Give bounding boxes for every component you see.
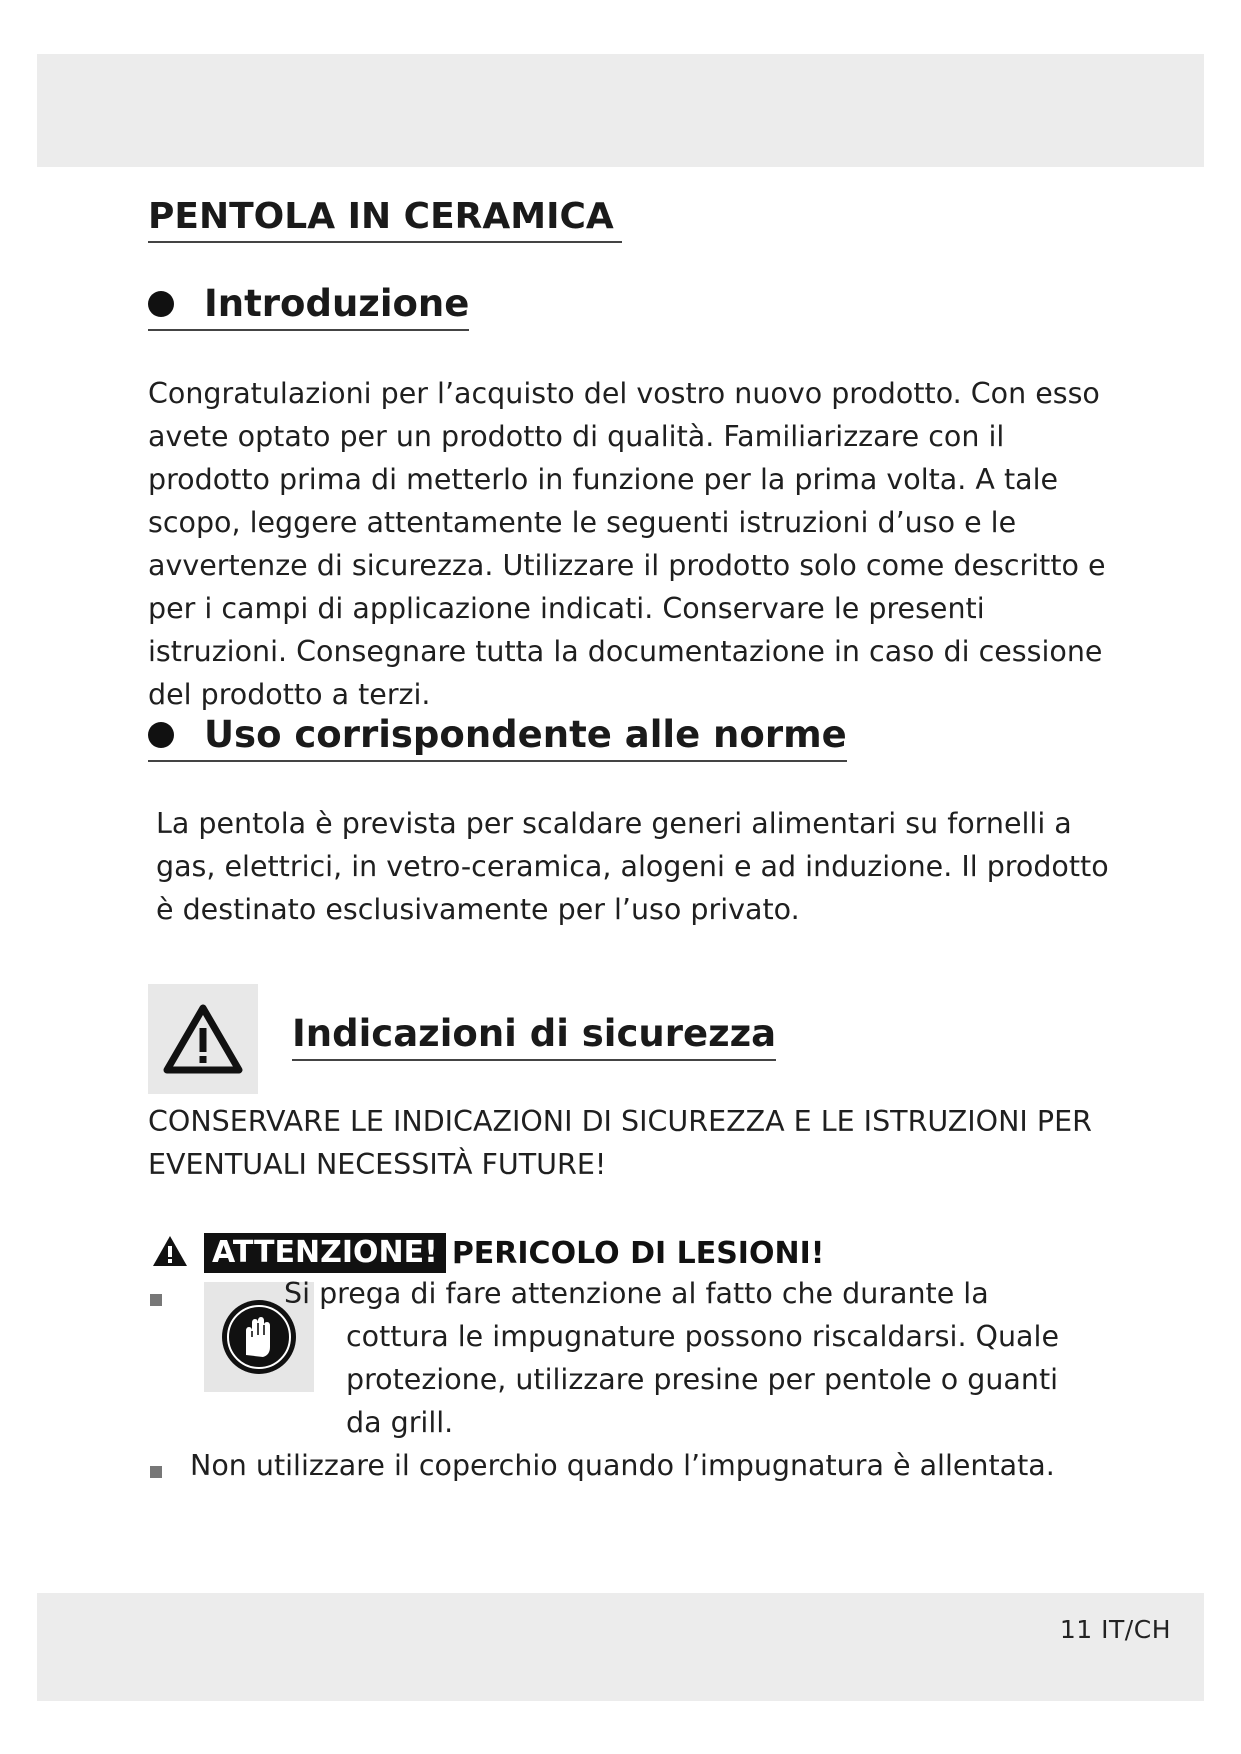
header-band (37, 54, 1204, 167)
square-bullet-icon (150, 1466, 162, 1478)
section-heading-introduzione (148, 282, 469, 331)
section-heading-uso-text: Uso corrispondente alle norme (204, 713, 847, 756)
square-bullet-icon (150, 1294, 162, 1306)
bullet-dot-icon (148, 291, 174, 317)
page-number: 11 IT/CH (1059, 1615, 1171, 1644)
safety-item-1-rest: cottura le impugnature possono riscaldarsi. Quale protezione, utilizzare presine per pentole o guanti da grill. (346, 1320, 1059, 1439)
attention-badge: ATTENZIONE! (204, 1233, 446, 1273)
warning-triangle-icon (148, 984, 258, 1094)
bullet-dot-icon (148, 722, 174, 748)
small-warning-triangle-icon (150, 1233, 190, 1273)
safety-item-1-first-line: Si prega di fare attenzione al fatto che durante la (284, 1277, 989, 1310)
safety-item-2: Non utilizzare il coperchio quando l’impugnatura è allentata. (190, 1449, 1055, 1482)
section-heading-introduzione-text: Introduzione (204, 282, 470, 325)
attention-text: PERICOLO DI LESIONI! (451, 1235, 825, 1271)
intro-paragraph: Congratulazioni per l’acquisto del vostro nuovo prodotto. Con esso avete optato per un prodotto di qualità. Familiarizzare con il prodotto prima di metterlo in funzione per la prima volta. A tale scopo, leggere attentamente le seguenti istruzioni d’uso e le avvertenze di sicurezza. Utilizzare il prodotto solo come descritto e per i campi di applicazione indicati. Conservare le presenti istruzioni. Consegnare tutta la documentazione in caso di cessione del prodotto a terzi. (148, 377, 1106, 711)
attention-banner (150, 1233, 824, 1273)
safety-caps-notice: CONSERVARE LE INDICAZIONI DI SICUREZZA E LE ISTRUZIONI PER EVENTUALI NECESSITÀ FUTURE! (148, 1105, 1092, 1181)
safety-item-1 (284, 1272, 1084, 1444)
section-heading-sicurezza: Indicazioni di sicurezza (292, 1012, 776, 1061)
uso-paragraph: La pentola è prevista per scaldare generi alimentari su fornelli a gas, elettrici, in vetro-ceramica, alogeni e ad induzione. Il prodotto è destinato esclusivamente per l’uso privato. (156, 807, 1109, 926)
document-title: PENTOLA IN CERAMICA (148, 196, 622, 243)
footer-band (37, 1593, 1204, 1701)
section-heading-uso (148, 713, 847, 762)
